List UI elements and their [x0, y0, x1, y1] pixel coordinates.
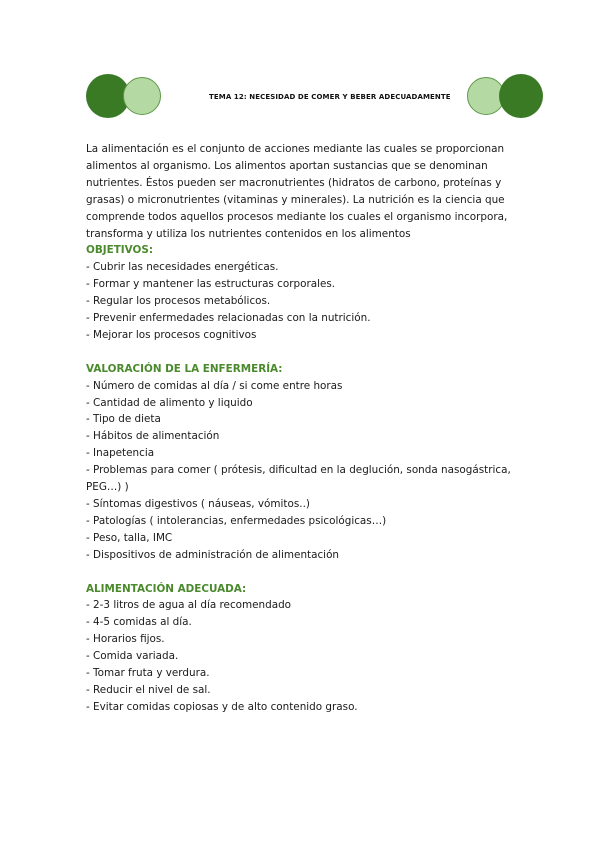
list-item: - Hábitos de alimentación — [86, 430, 220, 443]
document-body — [86, 141, 532, 716]
list-item: - Cubrir las necesidades energéticas. — [86, 261, 279, 274]
list-item: - Regular los procesos metabólicos. — [86, 295, 271, 308]
list-item: - Patologías ( intolerancias, enfermedades psicológicas…) — [86, 514, 387, 527]
list-item: - Tomar fruta y verdura. — [86, 667, 210, 680]
list-item: - Evitar comidas copiosas y de alto contenido graso. — [86, 700, 358, 713]
list-item: - Prevenir enfermedades relacionadas con la nutrición. — [86, 312, 371, 325]
dark-circle-icon — [499, 74, 543, 118]
list-item: - Inapetencia — [86, 447, 155, 460]
list-item: - Número de comidas al día / si come entre horas — [86, 379, 343, 392]
list-item: - 4-5 comidas al día. — [86, 616, 192, 629]
intro-paragraph: La alimentación es el conjunto de acciones mediante las cuales se proporcionan alimentos al organismo. Los alimentos aportan sustancias que se denominan nutrientes. Éstos pueden ser macronutrientes (hidratos de carbono, proteínas y grasas) o micronutrientes (vitaminas y minerales). La nutrición es la ciencia que comprende todos aquellos procesos mediante los cuales el organismo incorpora, transforma y utiliza los nutrientes contenidos en los alimentos — [86, 143, 508, 240]
list-item: - Dispositivos de administración de alimentación — [86, 548, 340, 561]
list-item: - Síntomas digestivos ( náuseas, vómitos..) — [86, 498, 310, 511]
list-item: - Comida variada. — [86, 650, 179, 663]
page-header-title: TEMA 12: NECESIDAD DE COMER Y BEBER ADECUADAMENTE — [209, 93, 451, 101]
section-heading-objetivos: OBJETIVOS: — [86, 244, 154, 257]
section-heading-alimentacion: ALIMENTACIÓN ADECUADA: — [86, 582, 247, 595]
list-item: - Peso, talla, IMC — [86, 531, 173, 544]
logo-left — [86, 74, 162, 118]
list-item: - 2-3 litros de agua al día recomendado — [86, 599, 292, 612]
list-item: - Formar y mantener las estructuras corporales. — [86, 278, 336, 291]
list-item: - Horarios fijos. — [86, 633, 165, 646]
section-heading-valoracion: VALORACIÓN DE LA ENFERMERÍA: — [86, 362, 283, 375]
list-item: - Reducir el nivel de sal. — [86, 683, 211, 696]
list-item: - Mejorar los procesos cognitivos — [86, 328, 257, 341]
logo-right — [467, 74, 543, 118]
list-item: - Tipo de dieta — [86, 413, 161, 426]
list-item: - Cantidad de alimento y liquido — [86, 396, 253, 409]
light-circle-icon — [123, 77, 161, 115]
list-item: - Problemas para comer ( prótesis, dificultad en la deglución, sonda nasogástrica, PEG…) ) — [86, 464, 511, 494]
